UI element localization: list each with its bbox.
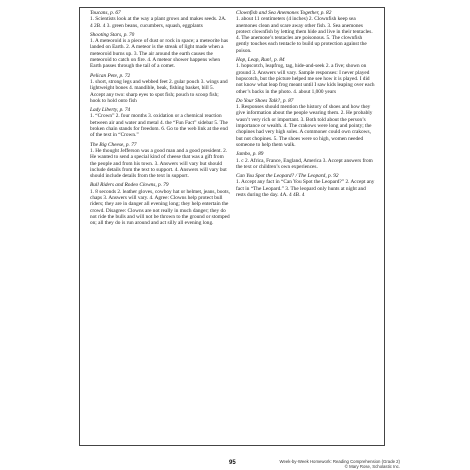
entry-answers: 1. Responses should mention the history of shoes and how they give information about the people wearing them. 2. He probably wasn’t very rich or important. 3. Both told about the person’s importance or wealth. 4. The crakows were long and pointy; the chopines had very high soles. A commoner could own crakows, but not chopines. 5. The shoes were so high, women needed someone to help them walk. [236,104,374,148]
entry-title: Jambo, p. 89 [236,151,264,158]
answer-entry [90,10,230,29]
entry-answers: 1. c 2. Africa, France, England, America 3. Accept answers from the text or children’s own experiences. [236,157,375,170]
answer-entry [236,98,376,148]
answer-entry [90,73,230,104]
answer-column-right [236,10,376,201]
entry-title: Shooting Stars, p. 70 [90,31,135,38]
entry-title: Hop, Leap, Run!, p. 84 [236,57,285,64]
entry-title: The Big Cheese, p. 77 [90,141,137,148]
footer-book-title: Week-by-Week Homework: Reading Comprehension (Grade 2) [279,459,400,464]
entry-title: Clownfish and Sea Anemones Together, p. 82 [236,10,332,16]
entry-answers: 1. about 11 centimeters (4 inches) 2. Clownfish keep sea anemones clean and scare away other fish. 3. Sea anemones protect clownfish by letting them hide and live in their tentacles. 4. The anemone’s tentacles are poisonous. 5. The clownfish gently touches each tentacle to build up protection against the poison. [236,16,374,54]
entry-answers: 1. Accept any fact in “Can You Spot the Leopard?” 2. Accept any fact in “The Leopard.” 3. The leopard only hunts at night and rests during the day. 4A. 4 4B. 4 [236,179,376,199]
entry-title: Lady Liberty, p. 74 [90,107,131,114]
footer-copyright: © Mary Rose, Scholastic Inc. [344,464,400,470]
entry-title: Can You Spot the Leopard? / The Leopard, p. 92 [236,173,339,180]
entry-answers: 1. short, strong legs and webbed feet 2. gular pouch 3. wings and lightweight bones 4. mandible, beak, fishing basket, bill 5. Accept any two: sharp eyes to spot fish; pouch to scoop fish; hook to hold onto fish [90,78,230,104]
entry-answers: 1. He thought Jefferson was a good man and a good president. 2. He wanted to send a special kind of cheese that was a gift from the people and from his town. 3. Answers will vary but should include details from the text to support. 4. Answers will vary but should include details from the text in support. [90,147,229,180]
entry-answers: 1. A meteoroid is a piece of dust or rock in space; a meteorite has landed on Earth. 2. A meteor is the streak of light made when a meteoroid burns up. 3. The air around the earth causes the meteoroid to catch on fire. 4. A meteor shower happens when Earth passes through the tail of a comet. [90,38,230,70]
entry-answers: 1. hopscotch, leapfrog, tag, hide-and-seek 2. a five; shown on ground 3. Answers will vary. Sample responses: I never played hopscotch, but the picture helped me see how it is played. I did not know what leap frog meant until I saw kids leaping over each other’s backs in the photo. 4. about 1,000 years [236,63,376,95]
answer-column-left [90,10,230,230]
answer-entry [90,182,230,226]
answer-entry [236,173,376,198]
answer-entry [236,10,376,54]
answer-entry [236,57,376,95]
entry-answers: 1. 8 seconds 2. leather gloves, cowboy hat or helmet, jeans, boots, chaps 3. Answers will vary. 4. Agree: Clowns help protect bull riders; they are in danger all evening long; they help entertain the crowd. Disagree: Clowns are not really in much danger; they do not ride the bulls and will not be thrown to the ground or stomped on; all they do is run around and act silly all evening long. [90,188,232,227]
entry-title: Pelican Pete, p. 72 [90,72,131,79]
answer-entry [90,107,230,138]
page-number: 95 [229,460,236,466]
entry-title: Do Your Shoes Talk?, p. 87 [236,97,294,104]
answer-entry [90,32,230,70]
entry-answers: 1. “Crown” 2. four months 3. oxidation or a chemical reaction between air and water and metal 4. the “Fun Fact” sidebar 5. The broken chain stands for freedom. 6. Go to the web link at the end of the text in “Crown.” [90,113,230,139]
entry-answers: 1. Scientists look at the way a plant grows and makes seeds. 2A. 4 2B. 4 3. green beans, cucumbers, squash, eggplants [90,16,228,29]
footer-credit [280,459,400,469]
answer-entry [90,142,230,180]
entry-title: Bull Riders and Rodeo Clowns, p. 79 [90,182,169,189]
answer-entry [236,151,376,170]
entry-title: Toucans, p. 67 [90,10,121,16]
